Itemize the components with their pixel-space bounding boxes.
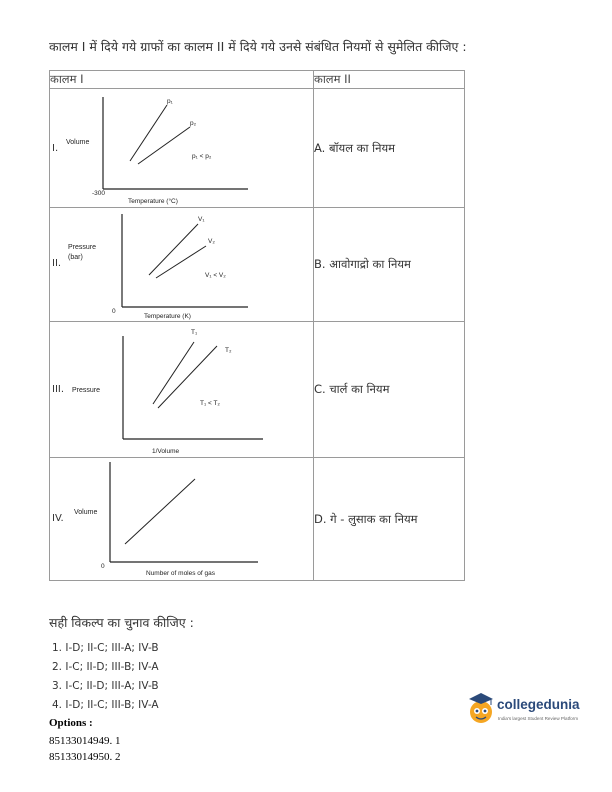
relation-label: p₁ < p₂ <box>192 153 212 160</box>
y-axis-label: Pressure <box>68 244 97 251</box>
law-cell-b: B. आवोगाद्रो का नियम <box>314 208 465 322</box>
option-item: 2. I-C; II-D; III-B; IV-A <box>52 661 159 673</box>
line-v2 <box>156 246 206 278</box>
table-row <box>50 208 465 322</box>
graph-pressure-vs-kelvin <box>50 208 313 321</box>
line-t1-label: T₂ <box>225 347 232 354</box>
option-item: 1. I-D; II-C; III-A; IV-B <box>52 642 159 654</box>
y-axis-unit: (bar) <box>68 254 83 261</box>
options-heading: Options : <box>49 717 93 729</box>
law-cell-a: A. बॉयल का नियम <box>314 89 465 208</box>
line-p2-label: p₂ <box>190 120 197 127</box>
graph-volume-vs-celsius <box>50 89 313 207</box>
x-axis-label: Number of moles of gas <box>146 570 216 577</box>
brand-name: collegedunia <box>497 697 580 712</box>
x-axis-label: Temperature (K) <box>144 313 191 320</box>
graph-volume-vs-moles <box>50 458 313 580</box>
table-header-row <box>50 71 465 89</box>
row-number: II. <box>52 258 62 269</box>
y-axis-label: Volume <box>66 139 90 146</box>
column-2-header: कालम II <box>314 71 465 89</box>
question-text: कालम I में दिये गये ग्राफों का कालम II में दिये गये उनसे संबंधित नियमों से सुमेलित कीजिए : <box>49 39 467 54</box>
option-id-list <box>49 733 121 765</box>
law-cell-c: C. चार्ल का नियम <box>314 322 465 458</box>
graph-cell-4 <box>50 458 314 581</box>
column-1-header: कालम I <box>50 71 314 89</box>
table-row <box>50 458 465 581</box>
y-axis-label: Pressure <box>72 387 101 394</box>
graph-pressure-vs-inverse-volume <box>50 322 313 457</box>
line-v2-label: V₂ <box>208 238 215 245</box>
table-row <box>50 89 465 208</box>
line-v1-label: V₁ <box>198 216 205 223</box>
row-number: IV. <box>52 513 64 524</box>
relation-label: T₁ < T₂ <box>200 400 220 407</box>
option-list <box>52 642 159 718</box>
row-number: III. <box>52 384 65 395</box>
relation-label: V₁ < V₂ <box>205 272 226 279</box>
line-t2-label: T₁ <box>191 329 198 336</box>
option-id: 85133014949. 1 <box>49 735 121 747</box>
table-row <box>50 322 465 458</box>
choose-prompt: सही विकल्प का चुनाव कीजिए : <box>49 615 194 630</box>
collegedunia-logo <box>466 690 594 730</box>
line-t1 <box>158 346 217 408</box>
line-p1-label: p₁ <box>167 98 173 105</box>
graph-cell-2 <box>50 208 314 322</box>
line-p1 <box>130 105 167 161</box>
line-p2 <box>138 127 190 164</box>
option-item: 4. I-D; II-C; III-B; IV-A <box>52 699 159 711</box>
brand-tagline: India's largest Student Review Platform <box>498 716 579 721</box>
graph-cell-3 <box>50 322 314 458</box>
match-table <box>49 70 465 581</box>
origin-label: 0 <box>101 563 105 570</box>
x-axis-label: 1/Volume <box>152 448 180 455</box>
law-cell-d: D. गे - लुसाक का नियम <box>314 458 465 581</box>
row-number: I. <box>52 143 59 154</box>
line-t2 <box>153 342 194 404</box>
x-axis-label: Temperature (°C) <box>128 198 178 205</box>
option-item: 3. I-C; II-D; III-A; IV-B <box>52 680 159 692</box>
option-id: 85133014950. 2 <box>49 751 121 763</box>
graduate-cap-logo-icon <box>466 690 496 726</box>
line-volume-moles <box>125 479 195 544</box>
origin-label: -300 <box>92 190 106 197</box>
graph-cell-1 <box>50 89 314 208</box>
y-axis-label: Volume <box>74 509 98 516</box>
origin-label: 0 <box>112 308 116 315</box>
